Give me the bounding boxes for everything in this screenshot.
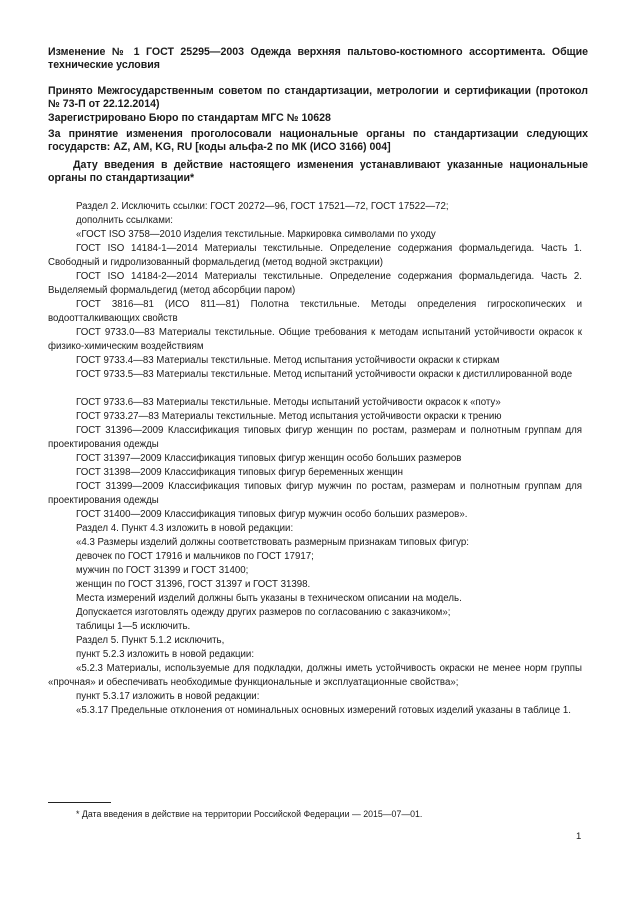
body-paragraph: ГОСТ 3816—81 (ИСО 811—81) Полотна текстильные. Методы определения гигроскопических и водоотталкивающих свойств	[48, 299, 582, 325]
body-paragraph: «4.3 Размеры изделий должны соответствовать размерным признакам типовых фигур:	[76, 537, 469, 548]
adopted-statement: Принято Межгосударственным советом по стандартизации, метрологии и сертификации (протокол № 73-П от 22.12.2014)	[48, 85, 588, 111]
effective-date-statement: Дату введения в действие настоящего изменения устанавливают указанные национальные органы по стандартизации*	[48, 159, 588, 185]
body-paragraph: женщин по ГОСТ 31396, ГОСТ 31397 и ГОСТ 31398.	[76, 579, 311, 590]
body-paragraph: ГОСТ ISO 14184-1—2014 Материалы текстильные. Определение содержания формальдегида. Часть 1. Свободный и гидролизованный формальдегид (метод водной экстракции)	[48, 243, 582, 269]
body-paragraph: Раздел 2. Исключить ссылки: ГОСТ 20272—96, ГОСТ 17521—72, ГОСТ 17522—72;	[76, 201, 449, 212]
body-paragraph: Раздел 5. Пункт 5.1.2 исключить,	[76, 635, 225, 646]
body-paragraph: «5.3.17 Предельные отклонения от номинальных основных измерений готовых изделий указаны в таблице 1.	[76, 705, 571, 716]
body-paragraph: ГОСТ 9733.0—83 Материалы текстильные. Общие требования к методам испытаний устойчивости окрасок к физико-химическим воздействиям	[48, 327, 582, 353]
footnote: * Дата введения в действие на территории Российской Федерации — 2015—07—01.	[76, 809, 423, 819]
body-paragraph: ГОСТ 9733.27—83 Материалы текстильные. Метод испытания устойчивости окраски к трению	[76, 411, 502, 422]
body-paragraph: пункт 5.3.17 изложить в новой редакции:	[76, 691, 260, 702]
voting-statement: За принятие изменения проголосовали национальные органы по стандартизации следующих государств: AZ, AM, KG, RU [коды альфа-2 по МК (ИСО 3166) 004]	[48, 128, 588, 154]
body-paragraph: ГОСТ 9733.4—83 Материалы текстильные. Метод испытания устойчивости окраски к стиркам	[76, 355, 500, 366]
page-number: 1	[576, 831, 582, 842]
body-paragraph: ГОСТ ISO 14184-2—2014 Материалы текстильные. Определение содержания формальдегида. Часть 2. Выделяемый формальдегид (метод абсорбции паром)	[48, 271, 582, 297]
body-paragraph: ГОСТ 31399—2009 Классификация типовых фигур мужчин по ростам, размерам и полнотным группам для проектирования одежды	[48, 481, 582, 507]
footnote-separator	[48, 802, 111, 803]
registration-statement: Зарегистрировано Бюро по стандартам МГС № 10628	[48, 112, 331, 124]
body-paragraph: таблицы 1—5 исключить.	[76, 621, 191, 632]
body-paragraph: Места измерений изделий должны быть указаны в техническом описании на модель.	[76, 593, 462, 604]
body-paragraph: мужчин по ГОСТ 31399 и ГОСТ 31400;	[76, 565, 249, 576]
body-paragraph: ГОСТ 31397—2009 Классификация типовых фигур женщин особо больших размеров	[76, 453, 462, 464]
body-paragraph: «ГОСТ ISO 3758—2010 Изделия текстильные. Маркировка символами по уходу	[76, 229, 436, 240]
body-paragraph: ГОСТ 31400—2009 Классификация типовых фигур мужчин особо больших размеров».	[76, 509, 468, 520]
amendment-title: Изменение № 1 ГОСТ 25295—2003 Одежда верхняя пальтово-костюмного ассортимента. Общие технические условия	[48, 46, 588, 72]
body-paragraph: ГОСТ 31398—2009 Классификация типовых фигур беременных женщин	[76, 467, 403, 478]
body-paragraph: пункт 5.2.3 изложить в новой редакции:	[76, 649, 255, 660]
body-paragraph: ГОСТ 31396—2009 Классификация типовых фигур женщин по ростам, размерам и полнотным группам для проектирования одежды	[48, 425, 582, 451]
body-paragraph: ГОСТ 9733.6—83 Материалы текстильные. Методы испытаний устойчивости окрасок к «поту»	[76, 397, 501, 408]
body-paragraph: ГОСТ 9733.5—83 Материалы текстильные. Метод испытаний устойчивости окраски к дистиллированной воде	[76, 369, 573, 380]
body-paragraph: Допускается изготовлять одежду других размеров по согласованию с заказчиком»;	[76, 607, 451, 618]
body-paragraph: дополнить ссылками:	[76, 215, 173, 226]
body-paragraph: «5.2.3 Материалы, используемые для подкладки, должны иметь устойчивость окраски не менее норм группы «прочная» и обеспечивать необходимые функциональные и эксплуатационные свойства»;	[48, 663, 582, 689]
body-paragraph: Раздел 4. Пункт 4.3 изложить в новой редакции:	[76, 523, 294, 534]
body-paragraph: девочек по ГОСТ 17916 и мальчиков по ГОСТ 17917;	[76, 551, 314, 562]
